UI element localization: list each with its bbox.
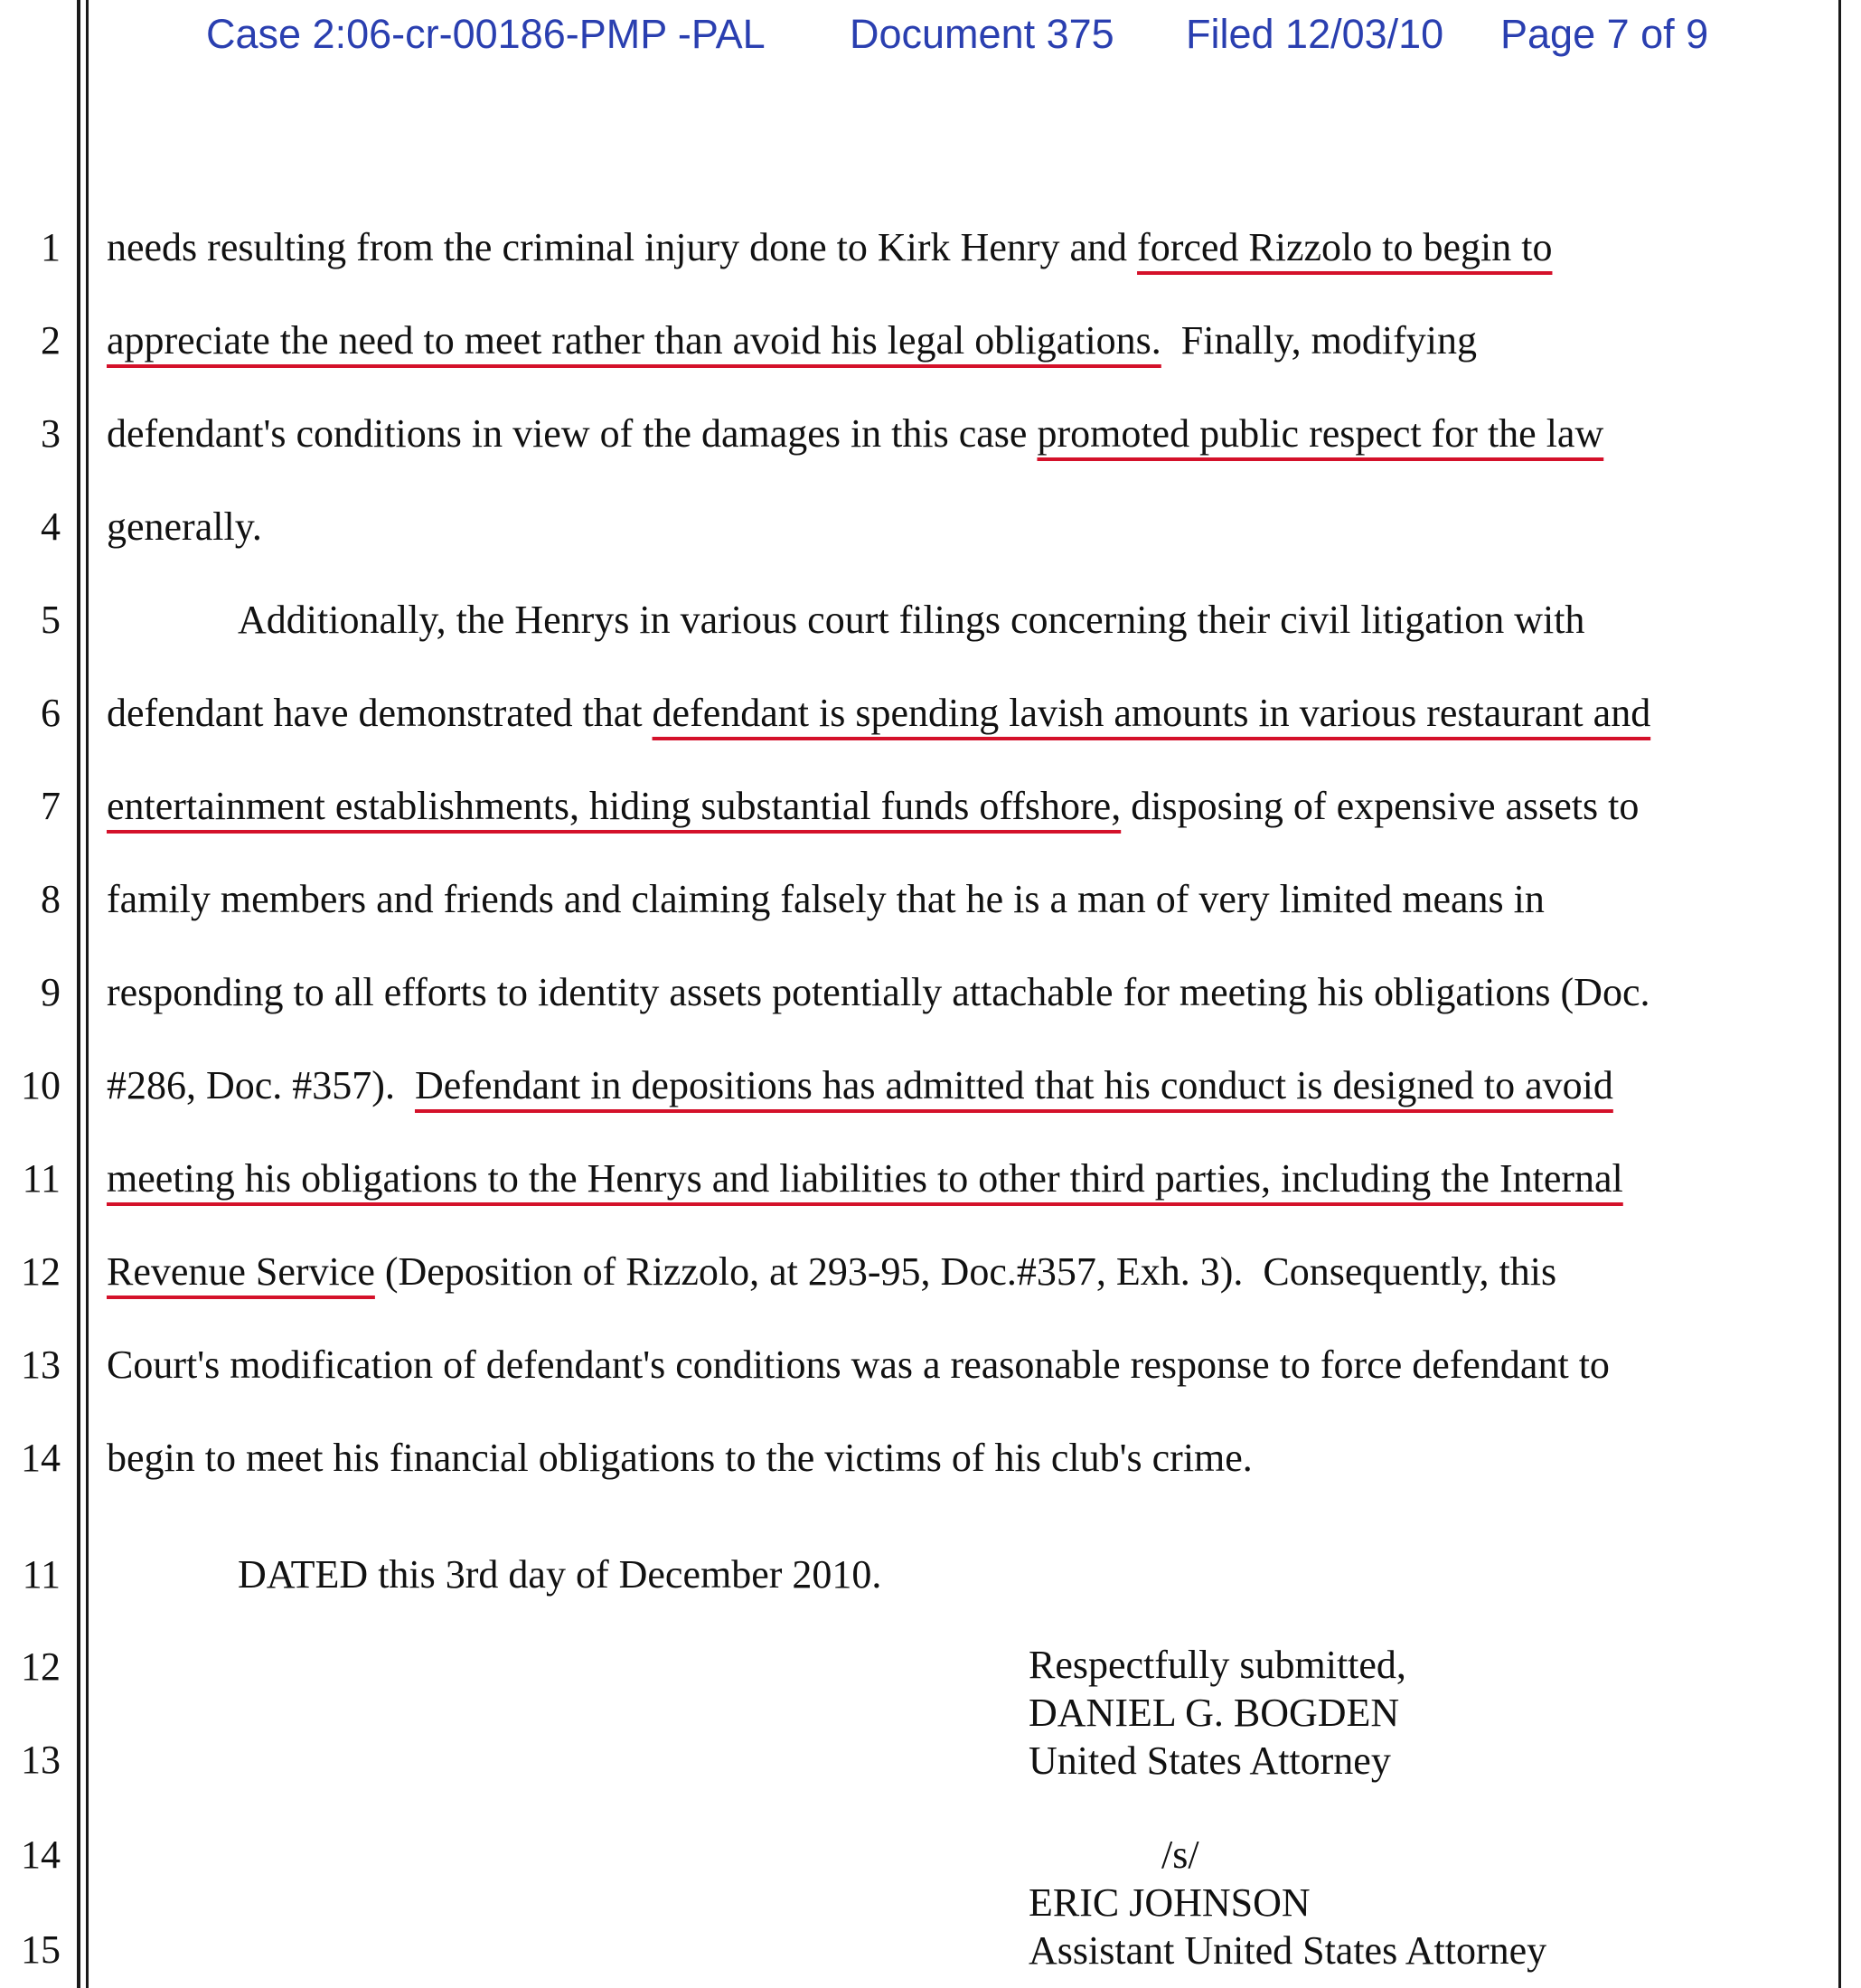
line-number: 1 xyxy=(41,225,61,269)
body-line xyxy=(107,318,1477,363)
dated-line: DATED this 3rd day of December 2010. xyxy=(238,1552,882,1597)
line-number: 13 xyxy=(21,1738,61,1782)
body-line xyxy=(107,1249,1557,1294)
signer-name: ERIC JOHNSON xyxy=(1029,1880,1311,1925)
body-line: Court's modification of defendant's conditions was a reasonable response to force defendant to xyxy=(107,1343,1610,1387)
underlined-text: meeting his obligations to the Henrys and liabilities to other third parties, including the Internal xyxy=(107,1156,1623,1201)
line-number: 14 xyxy=(21,1436,61,1480)
attorney-title: United States Attorney xyxy=(1029,1738,1391,1783)
line-number: 2 xyxy=(41,318,61,363)
line-number: 7 xyxy=(41,784,61,828)
body-line xyxy=(107,1156,1623,1201)
case-number: Case 2:06-cr-00186-PMP -PAL xyxy=(206,11,766,57)
text-run: disposing of expensive assets to xyxy=(1121,784,1640,828)
body-line xyxy=(107,411,1604,456)
text-run: #286, Doc. #357). xyxy=(107,1063,415,1107)
filed-date: Filed 12/03/10 xyxy=(1186,11,1444,57)
line-number: 12 xyxy=(21,1644,61,1689)
document-number: Document 375 xyxy=(850,11,1114,57)
page-indicator: Page 7 of 9 xyxy=(1500,11,1709,57)
right-margin-rule xyxy=(1838,0,1841,1988)
body-line xyxy=(107,1063,1613,1107)
signature-mark: /s/ xyxy=(1161,1833,1199,1877)
line-number: 6 xyxy=(41,691,61,735)
signer-title: Assistant United States Attorney xyxy=(1029,1928,1547,1973)
left-margin-rule xyxy=(77,0,80,1988)
body-line xyxy=(107,225,1553,269)
line-number: 13 xyxy=(21,1343,61,1387)
underlined-text: Revenue Service xyxy=(107,1249,375,1294)
line-number: 11 xyxy=(22,1156,61,1201)
line-number: 14 xyxy=(21,1833,61,1877)
line-number: 4 xyxy=(41,504,61,549)
underlined-text: defendant is spending lavish amounts in various restaurant and xyxy=(652,691,1651,735)
body-line xyxy=(107,693,1650,733)
body-line: Additionally, the Henrys in various court filings concerning their civil litigation with xyxy=(238,598,1585,642)
line-number: 10 xyxy=(21,1063,61,1107)
body-line: family members and friends and claiming falsely that he is a man of very limited means in xyxy=(107,877,1545,921)
line-number: 9 xyxy=(41,970,61,1014)
line-number: 11 xyxy=(22,1552,61,1597)
underlined-text: forced Rizzolo to begin to xyxy=(1137,225,1553,269)
body-line xyxy=(107,784,1640,828)
text-run: defendant have demonstrated that xyxy=(107,691,653,735)
body-line: responding to all efforts to identity assets potentially attachable for meeting his obligations (Doc. xyxy=(107,970,1650,1014)
underlined-text: promoted public respect for the law xyxy=(1037,411,1604,456)
body-line: generally. xyxy=(107,504,262,549)
left-margin-rule-inner xyxy=(86,0,89,1988)
underlined-text: entertainment establishments, hiding substantial funds offshore, xyxy=(107,784,1122,828)
closing: Respectfully submitted, xyxy=(1029,1643,1406,1687)
line-number: 3 xyxy=(41,411,61,456)
line-number: 5 xyxy=(41,598,61,642)
attorney-name: DANIEL G. BOGDEN xyxy=(1029,1691,1400,1735)
line-number: 12 xyxy=(21,1249,61,1294)
underlined-text: Defendant in depositions has admitted that his conduct is designed to avoid xyxy=(414,1063,1613,1107)
text-run: defendant's conditions in view of the damages in this case xyxy=(107,411,1038,456)
line-number: 8 xyxy=(41,877,61,921)
text-run: (Deposition of Rizzolo, at 293-95, Doc.#357, Exh. 3). Consequently, this xyxy=(374,1249,1557,1294)
line-number: 15 xyxy=(21,1927,61,1972)
underlined-text: appreciate the need to meet rather than avoid his legal obligations. xyxy=(107,318,1161,363)
body-line: begin to meet his financial obligations to the victims of his club's crime. xyxy=(107,1436,1253,1480)
text-run: Finally, modifying xyxy=(1161,318,1477,363)
text-run: needs resulting from the criminal injury done to Kirk Henry and xyxy=(107,225,1138,269)
